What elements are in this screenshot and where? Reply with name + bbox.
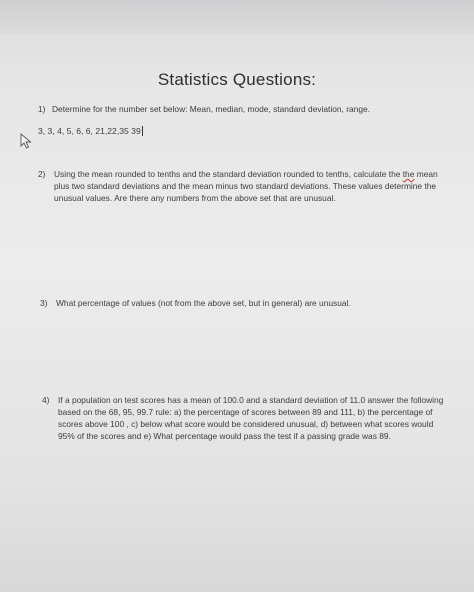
mouse-pointer-icon [20,133,32,149]
question-3-number: 3) [40,298,48,308]
question-2-text [54,168,454,204]
question-4-text: If a population on test scores has a mean of 100.0 and a standard deviation of 11.0 answer the following based on the 68, 95, 99.7 rule: a) the percentage of scores between 89 and 111, b) the percentage of scores above 100 , c) below what score would be considered unusual, d) between what scores would 95% of the scores and e) What percentage would pass the test if a passing grade was 89. [58,395,444,441]
question-3-text: What percentage of values (not from the above set, but in general) are unusual. [56,298,351,308]
question-2-number: 2) [38,169,46,179]
number-set[interactable] [38,126,143,136]
page-title: Statistics Questions: [157,70,317,89]
question-1-text: Determine for the number set below: Mean, median, mode, standard deviation, range. [52,104,370,114]
number-set-text: 3, 3, 4, 5, 6, 6, 21,22,35 39 [38,126,141,136]
question-4-number: 4) [42,395,50,405]
text-caret [142,126,143,136]
window-top-strip [0,0,474,34]
spellcheck-flagged-word: the [402,169,415,179]
question-1-number: 1) [38,104,46,114]
question-2-text-part-b: mean plus two standard deviations and the mean minus two standard deviations. These values determine the unusual values. Are there any numbers from the above set that are unusual. [54,169,438,203]
question-2-text-part-a: Using the mean rounded to tenths and the standard deviation rounded to tenths, calculate the [54,169,403,179]
